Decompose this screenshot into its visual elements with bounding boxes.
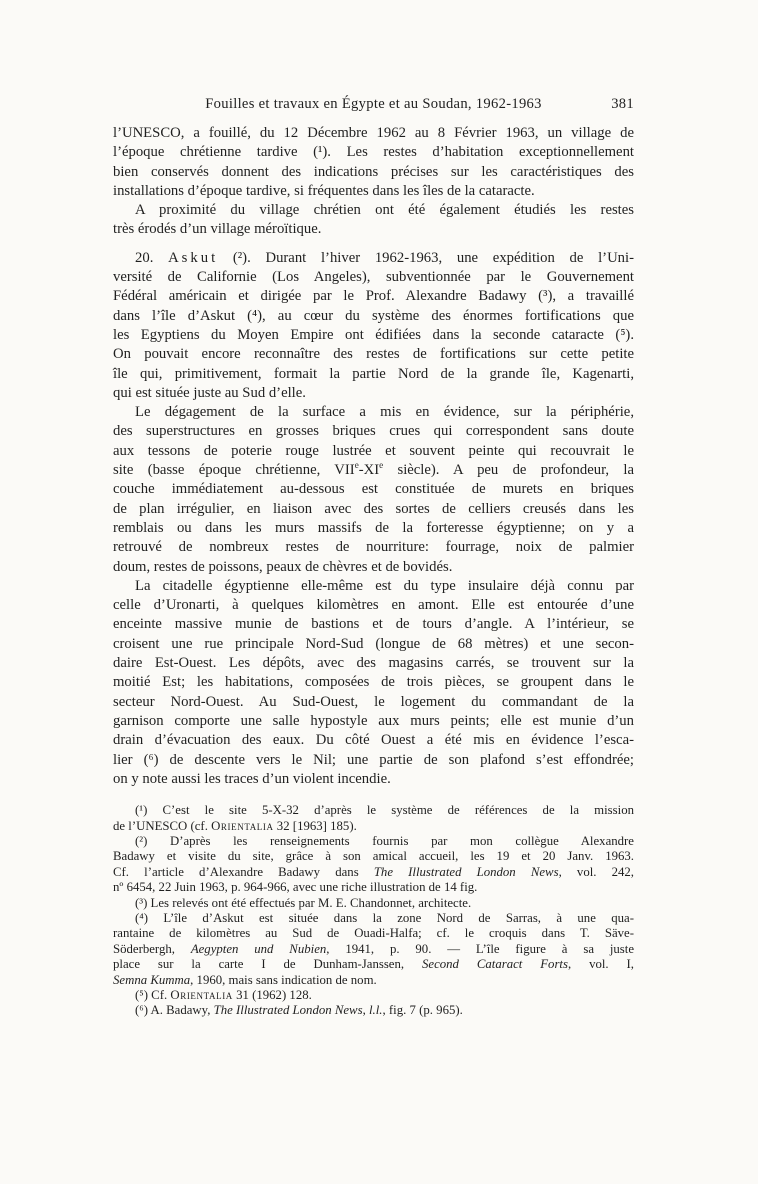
styled-text-segment: The Illustrated London News xyxy=(373,864,559,879)
text-segment: bien conservés donnent des indications précises sur les caractéristiques des xyxy=(113,163,634,180)
text-segment: moitié Est; les habitations, composées de trois pièces, se groupent dans le xyxy=(113,674,634,691)
text-segment: remblais ou dans les murs massifs de la forteresse égyptienne; on y a xyxy=(113,519,634,536)
text-segment: (⁶) A. Badawy, xyxy=(135,1003,214,1018)
body-line xyxy=(113,596,634,615)
styled-text-segment: Askut xyxy=(168,249,219,266)
body-line xyxy=(113,307,634,326)
body-line xyxy=(113,480,634,499)
body-line xyxy=(113,693,634,712)
page-number: 381 xyxy=(611,96,634,112)
running-header xyxy=(113,96,634,113)
footnote xyxy=(113,911,634,988)
styled-text-segment: Second Cataract Forts xyxy=(421,957,568,972)
text-segment: dans l’île d’Askut (⁴), au cœur du système des énormes fortifications que xyxy=(113,307,634,324)
body-line xyxy=(113,770,634,789)
text-segment: Cf. l’article d’Alexandre Badawy dans xyxy=(113,864,374,879)
body-line xyxy=(113,143,634,162)
text-segment: retrouvé de nombreux restes de nourriture: fourrage, noix de palmier xyxy=(113,539,634,556)
body-line xyxy=(113,538,634,557)
text-segment: (⁴) L’île d’Askut est située dans la zone Nord de Sarras, à une qua- xyxy=(135,910,634,925)
text-segment: (²). Durant l’hiver 1962-1963, une expédition de l’Uni- xyxy=(218,249,634,266)
text-segment: (²) D’après les renseignements fournis par mon collègue Alexandre xyxy=(135,833,634,848)
body-paragraph xyxy=(113,577,634,789)
text-segment: On pouvait encore reconnaître des restes de fortifications sur cette petite xyxy=(113,346,634,363)
footnote-line xyxy=(113,957,634,972)
body-line xyxy=(113,249,634,268)
footnote-line xyxy=(113,849,634,864)
body-line xyxy=(113,654,634,673)
body-line xyxy=(113,615,634,634)
text-segment: , 1941, p. 90. — L’île figure à sa juste xyxy=(326,941,635,956)
styled-text-segment: e xyxy=(379,460,384,471)
body-line xyxy=(113,751,634,770)
footnote-line xyxy=(113,819,634,834)
text-segment: La citadelle égyptienne elle-même est du type insulaire déjà connu par xyxy=(135,577,634,594)
article-body xyxy=(113,124,634,789)
body-line xyxy=(113,635,634,654)
footnote-line xyxy=(113,880,634,895)
body-line xyxy=(113,287,634,306)
text-segment: de plan irrégulier, en liaison avec des sortes de celliers creusés dans les xyxy=(113,500,634,517)
text-segment: Badawy et visite du site, grâce à son amical accueil, les 19 et 20 Janv. 1963. xyxy=(113,849,634,864)
text-segment: secteur Nord-Ouest. Au Sud-Ouest, le logement du commandant de la xyxy=(113,693,634,710)
body-paragraph xyxy=(113,249,634,403)
text-segment: on y note aussi les traces d’un violent incendie. xyxy=(113,770,391,787)
styled-text-segment: The Illustrated London News xyxy=(213,1003,363,1018)
text-segment: site (basse époque chrétienne, VII xyxy=(113,462,355,479)
body-line xyxy=(113,384,634,403)
styled-text-segment: Aegypten und Nubien xyxy=(190,941,327,956)
text-segment: île qui, primitivement, formait la partie Nord de la grande île, Kagenarti, xyxy=(113,365,634,382)
text-segment: A proximité du village chrétien ont été également étudiés les restes xyxy=(135,202,634,219)
body-line xyxy=(113,345,634,364)
footnote xyxy=(113,896,634,911)
body-line xyxy=(113,182,634,201)
body-line xyxy=(113,326,634,345)
styled-text-segment: l.l. xyxy=(368,1003,383,1018)
footnote-line xyxy=(113,988,634,1003)
footnote-line xyxy=(113,834,634,849)
text-block xyxy=(113,96,634,1019)
footnote xyxy=(113,803,634,834)
text-segment: qui est située juste au Sud d’elle. xyxy=(113,384,306,401)
body-paragraph xyxy=(113,124,634,201)
styled-text-segment: Orientalia xyxy=(211,818,274,833)
footnote-line xyxy=(113,865,634,880)
text-segment: celle d’Uronarti, à quelques kilomètres en amont. Elle est entourée d’une xyxy=(113,597,634,614)
text-segment: versité de Californie (Los Angeles), subventionnée par le Gouvernement xyxy=(113,269,634,286)
styled-text-segment: Orientalia xyxy=(170,987,233,1002)
text-segment: l’UNESCO, a fouillé, du 12 Décembre 1962 au 8 Février 1963, un village de xyxy=(113,125,634,141)
text-segment: les Egyptiens du Moyen Empire ont édifiées dans la seconde cataracte (⁵). xyxy=(113,326,634,343)
body-line xyxy=(113,577,634,596)
text-segment: aux tessons de poterie rouge lustrée et souvent peinte qui recouvrait le xyxy=(113,442,634,459)
body-line xyxy=(113,403,634,422)
body-line xyxy=(113,712,634,731)
body-line xyxy=(113,500,634,519)
body-line xyxy=(113,201,634,220)
body-paragraph xyxy=(113,403,634,577)
text-segment: place sur la carte I de Dunham-Janssen, xyxy=(113,957,422,972)
text-segment: rantaine de kilomètres au Sud de Ouadi-Halfa; cf. le croquis dans T. Säve- xyxy=(113,926,634,941)
text-segment: , 1960, mais sans indication de nom. xyxy=(190,972,377,987)
text-segment: , fig. 7 (p. 965). xyxy=(382,1003,463,1018)
text-segment: Fédéral américain et dirigée par le Prof. Alexandre Badawy (³), a travaillé xyxy=(113,288,634,305)
footnote xyxy=(113,1003,634,1018)
body-line xyxy=(113,268,634,287)
text-segment: de l’UNESCO (cf. xyxy=(113,818,212,833)
text-segment: (³) Les relevés ont été effectués par M. E. Chandonnet, architecte. xyxy=(135,895,472,910)
footnote-line xyxy=(113,1003,634,1018)
footnote-line xyxy=(113,896,634,911)
footnote-line xyxy=(113,926,634,941)
body-line xyxy=(113,365,634,384)
styled-text-segment: Semna Kumma xyxy=(113,972,191,987)
footnotes-section xyxy=(113,803,634,1019)
text-segment: (⁵) Cf. xyxy=(135,987,171,1002)
text-segment: installations d’époque tardive, si fréquentes dans les îles de la cataracte. xyxy=(113,182,535,199)
text-segment: -XI xyxy=(358,462,380,479)
body-paragraph xyxy=(113,201,634,240)
text-segment: très érodés d’un village méroïtique. xyxy=(113,221,322,238)
text-segment: 20. xyxy=(135,249,169,266)
body-line xyxy=(113,422,634,441)
text-segment: lier (⁶) de descente vers le Nil; une partie de son plafond s’est effondrée; xyxy=(113,751,634,768)
footnote-line xyxy=(113,803,634,818)
text-segment: couche immédiatement au-dessous est constituée de murets en briques xyxy=(113,481,634,498)
text-segment: siècle). A peu de profondeur, la xyxy=(383,462,634,479)
text-segment: doum, restes de poissons, peaux de chèvres et de bovidés. xyxy=(113,558,453,575)
text-segment: , vol. I, xyxy=(567,957,634,972)
body-line xyxy=(113,461,634,480)
text-segment: Söderbergh, xyxy=(113,941,191,956)
text-segment: garnison comporte une salle hypostyle aux murs peints; elle est munie d’un xyxy=(113,712,634,729)
body-line xyxy=(113,442,634,461)
footnote xyxy=(113,834,634,896)
body-line xyxy=(113,519,634,538)
text-segment: 31 (1962) 128. xyxy=(232,987,312,1002)
text-segment: daire Est-Ouest. Les dépôts, avec des magasins carrés, se trouvent sur la xyxy=(113,655,634,672)
footnote-line xyxy=(113,973,634,988)
body-line xyxy=(113,220,634,239)
header-title: Fouilles et travaux en Égypte et au Soudan, 1962-1963 xyxy=(205,96,542,112)
footnote-line xyxy=(113,942,634,957)
text-segment: enceinte massive munie de bastions et de tours d’angle. A l’intérieur, se xyxy=(113,616,634,633)
body-line xyxy=(113,124,634,143)
text-segment: , xyxy=(362,1003,369,1018)
body-line xyxy=(113,673,634,692)
text-segment: croisent une rue principale Nord-Sud (longue de 68 mètres) et une secon- xyxy=(113,635,634,652)
body-line xyxy=(113,558,634,577)
footnote xyxy=(113,988,634,1003)
body-line xyxy=(113,163,634,182)
text-segment: (¹) C’est le site 5-X-32 d’après le système de références de la mission xyxy=(135,803,634,818)
text-segment: , vol. 242, xyxy=(558,864,634,879)
text-segment: nº 6454, 22 Juin 1963, p. 964-966, avec une riche illustration de 14 fig. xyxy=(113,880,478,895)
text-segment: drain d’évacuation des eaux. Du côté Ouest a été mis en évidence l’esca- xyxy=(113,732,634,749)
body-line xyxy=(113,731,634,750)
styled-text-segment: e xyxy=(354,460,359,471)
text-segment: des superstructures en grosses briques crues qui correspondent sans doute xyxy=(113,423,634,440)
text-segment: l’époque chrétienne tardive (¹). Les restes d’habitation exceptionnellement xyxy=(113,144,634,161)
text-segment: 32 [1963] 185). xyxy=(273,818,357,833)
text-segment: Le dégagement de la surface a mis en évidence, sur la périphérie, xyxy=(135,404,634,421)
footnote-line xyxy=(113,911,634,926)
